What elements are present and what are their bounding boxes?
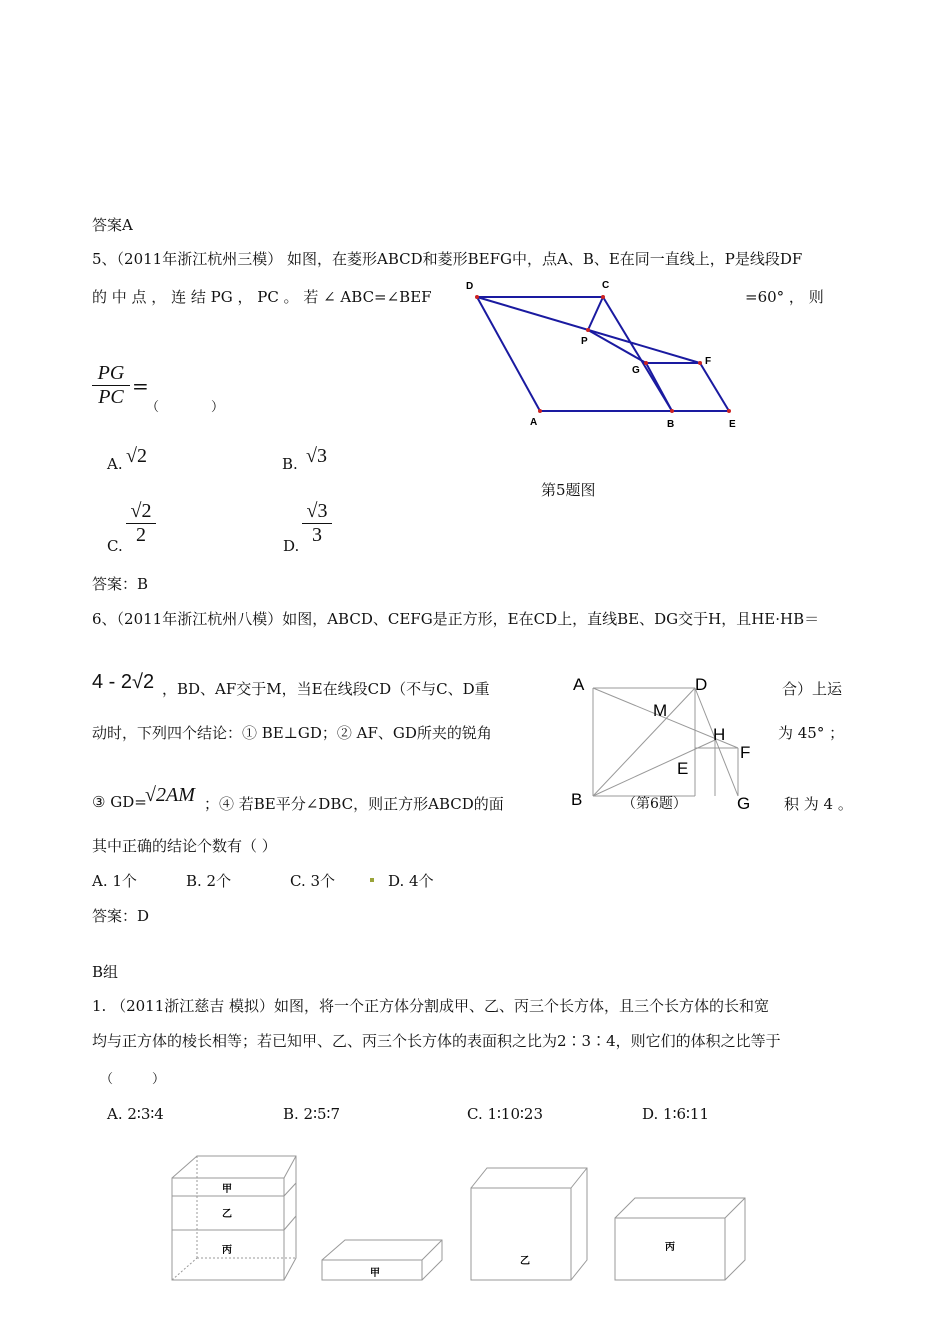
q6-optB: B. 2个 [186,872,232,890]
q5-line2-right: =60° ， 则 [745,288,824,306]
q5-optB-value: √3 [306,445,327,467]
q6-optD: D. 4个 [388,872,434,890]
q5-answer: 答案：B [92,575,149,593]
q5-caption: 第5题图 [541,481,596,499]
q5-line2-left: 的 中 点 ， 连 结 PG ， PC 。 若 ∠ ABC=∠BEF [92,288,432,306]
q6-optC: C. 3个 [290,872,336,890]
b1-optA: A. 2∶3∶4 [107,1105,164,1123]
point-E: E [729,419,736,430]
q6-line3-right: 为 45° ； [778,724,845,742]
point-F: F [705,356,712,367]
point-P: P [581,336,588,347]
point-D: D [695,675,708,694]
q6-line3-left: 动时，下列四个结论：① BE⊥GD；② AF、GD所夹的锐角 [92,724,492,742]
label-jia: 甲 [222,1184,232,1195]
q6-line4-mid: ；④ 若BE平分∠DBC，则正方形ABCD的面 [204,795,504,813]
q6-optA: A. 1个 [92,872,137,890]
optC-denominator: 2 [136,524,146,546]
point-B: B [571,790,583,809]
point-A: A [573,675,585,694]
point-E: E [677,759,689,778]
q6-expression: 4 - 2√2 [92,671,155,693]
b1-optB: B. 2∶5∶7 [283,1105,340,1123]
q6-line1: 6、（2011年浙江杭州八模）如图，ABCD、CEFG是正方形，E在CD上，直线BE、DG交于H，且HE·HB＝ [92,610,820,628]
point-C: C [602,280,610,291]
q6-line2-mid: ，BD、AF交于M，当E在线段CD（不与C、D重 [162,680,490,698]
label-yi-box: 乙 [520,1256,530,1267]
b1-line2: 均与正方体的棱长相等；若已知甲、乙、丙三个长方体的表面积之比为2∶3∶4，则它们的体积之比等于 [92,1032,781,1050]
q6-line4-left: ③ GD= [92,793,147,811]
q5-paren: （ ） [146,400,225,415]
optD-denominator: 3 [312,524,322,546]
q5-fraction [92,362,130,409]
point-G: G [632,365,640,376]
point-B: B [667,419,675,430]
q5-figure [460,274,750,434]
label-jia-box: 甲 [370,1268,380,1279]
q5-equals: = [132,374,149,398]
q6-caption: （第6题） [622,796,687,812]
label-yi: 乙 [222,1209,232,1220]
q6-line2-right: 合）上运 [782,680,843,698]
q6-line5: 其中正确的结论个数有（ ） [92,837,277,855]
q5-optC-fraction [126,500,156,547]
point-M: M [653,701,668,720]
group-b-title: B组 [92,963,119,981]
q5-optC-label: C. [107,537,123,555]
label-bing-box: 丙 [665,1242,675,1253]
q5-optD-label: D. [283,537,300,555]
label-bing: 丙 [222,1245,232,1256]
b1-paren: （ ） [100,1072,166,1087]
b1-optD: D. 1∶6∶11 [642,1105,710,1123]
q5-optA-label: A. [107,455,123,473]
q5-line1: 5、（2011年浙江杭州三模） 如图，在菱形ABCD和菱形BEFG中，点A、B、E在同一直线上，P是线段DF [92,250,803,268]
point-F: F [740,743,751,762]
b1-line1: 1. （2011浙江慈吉 模拟）如图，将一个正方体分割成甲、乙、丙三个长方体，且三个长方体的长和宽 [92,997,770,1015]
q6-line4-right: 积 为 4 。 [784,795,853,813]
q6-line4-expression: √2AM [145,784,195,806]
point-H: H [713,725,726,744]
q6-answer: 答案：D [92,907,150,925]
optC-numerator: √2 [130,500,152,522]
point-G: G [737,794,751,813]
point-A: A [530,417,538,428]
frac-numerator: PG [97,362,125,384]
frac-denominator: PC [98,386,124,408]
q5-optA-value: √2 [126,445,147,467]
q5-optB-label: B. [282,455,298,473]
stray-dot [370,878,374,882]
optD-numerator: √3 [306,500,328,522]
q5-optD-fraction [302,500,332,547]
answer-prev: 答案A [92,216,133,234]
point-D: D [466,281,474,292]
b1-optC: C. 1∶10∶23 [467,1105,544,1123]
boxes-figure [160,1148,760,1288]
